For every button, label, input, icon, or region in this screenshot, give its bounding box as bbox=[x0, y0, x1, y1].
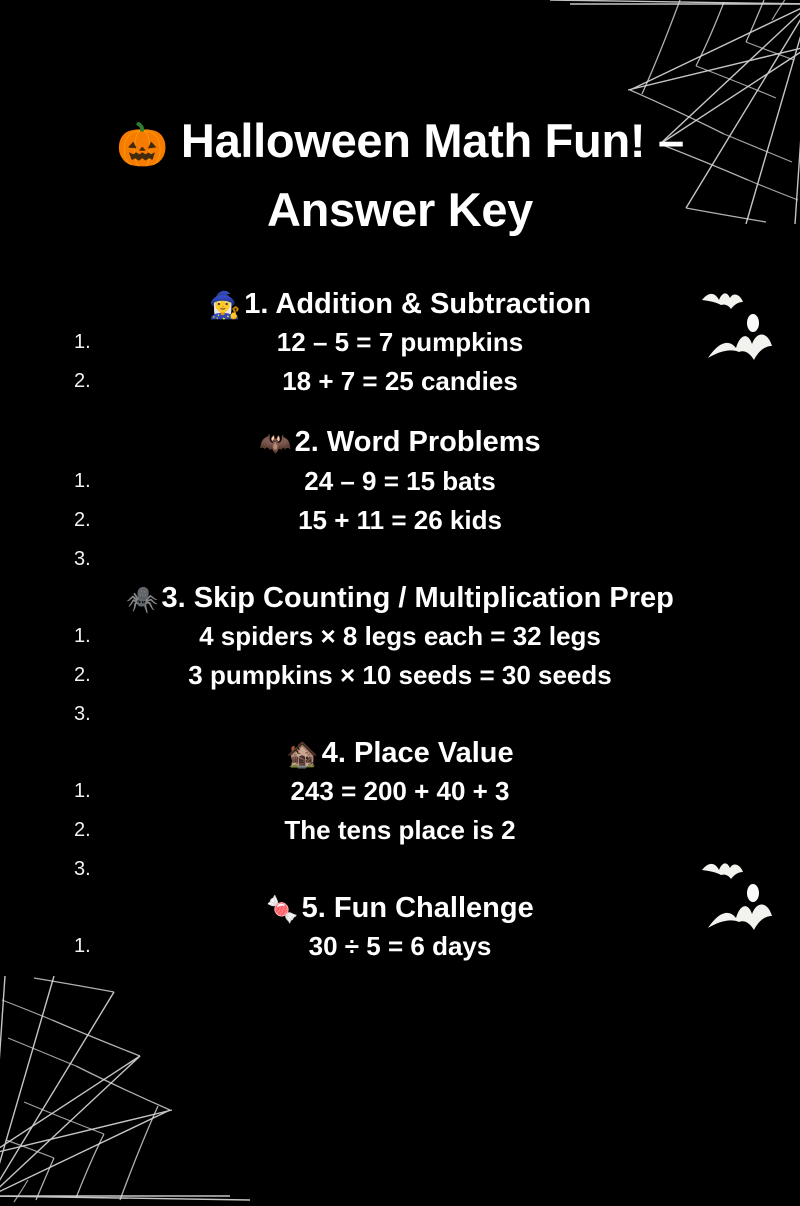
spider-web-bottom-left-icon bbox=[0, 976, 290, 1206]
section-heading-text: 5. Fun Challenge bbox=[301, 892, 534, 925]
answer-item-text: 4 spiders × 8 legs each = 32 legs bbox=[199, 620, 601, 651]
answer-item-marker: 3. bbox=[74, 547, 91, 570]
answer-item bbox=[0, 811, 800, 850]
section-heading bbox=[0, 734, 800, 772]
answer-list bbox=[0, 323, 800, 401]
answer-item-marker: 1. bbox=[74, 780, 91, 803]
section-heading bbox=[0, 579, 800, 617]
section-heading bbox=[0, 889, 800, 927]
answer-item-text: 15 + 11 = 26 kids bbox=[298, 504, 502, 535]
answer-key-sections bbox=[0, 285, 800, 966]
answer-item-marker: 2. bbox=[74, 508, 91, 531]
answer-item-marker: 1. bbox=[74, 624, 91, 647]
candy-icon: 🍬 bbox=[266, 894, 299, 925]
woman-mage-icon: 🧙‍♀️ bbox=[208, 290, 242, 320]
answer-item bbox=[0, 656, 800, 695]
answer-item-text: 24 – 9 = 15 bats bbox=[304, 465, 496, 496]
answer-item-text: 3 pumpkins × 10 seeds = 30 seeds bbox=[188, 659, 612, 690]
answer-list bbox=[0, 462, 800, 579]
answer-item bbox=[0, 695, 800, 734]
section-heading-text: 3. Skip Counting / Multiplication Prep bbox=[161, 581, 674, 614]
answer-section bbox=[0, 285, 800, 423]
answer-item bbox=[0, 617, 800, 656]
section-heading-text: 2. Word Problems bbox=[294, 426, 541, 459]
answer-item bbox=[0, 462, 800, 501]
answer-item bbox=[0, 850, 800, 889]
derelict-house-icon: 🏚️ bbox=[286, 738, 319, 769]
spider-icon: 🕷️ bbox=[126, 583, 159, 614]
answer-item-text: 12 – 5 = 7 pumpkins bbox=[276, 327, 524, 358]
answer-item-marker: 1. bbox=[74, 935, 91, 958]
answer-item-text: 243 = 200 + 40 + 3 bbox=[290, 776, 510, 807]
section-spacer bbox=[0, 401, 800, 423]
jack-o-lantern-icon: 🎃 bbox=[116, 121, 169, 169]
bat-icon: 🦇 bbox=[259, 428, 292, 459]
answer-item bbox=[0, 927, 800, 966]
answer-item-text: 18 + 7 = 25 candies bbox=[282, 366, 518, 397]
answer-item bbox=[0, 323, 800, 362]
answer-item-marker: 3. bbox=[74, 702, 91, 725]
page-title-text: Halloween Math Fun! – Answer Key bbox=[180, 114, 684, 237]
answer-item bbox=[0, 772, 800, 811]
answer-list bbox=[0, 927, 800, 966]
section-heading-text: 1. Addition & Subtraction bbox=[244, 288, 592, 320]
answer-item-marker: 2. bbox=[74, 819, 91, 842]
answer-section bbox=[0, 579, 800, 734]
answer-item-marker: 1. bbox=[74, 331, 91, 354]
section-heading bbox=[0, 285, 800, 323]
answer-item bbox=[0, 540, 800, 579]
answer-item-marker: 1. bbox=[74, 469, 91, 492]
answer-section bbox=[0, 423, 800, 578]
answer-item-text: The tens place is 2 bbox=[284, 815, 516, 846]
answer-item bbox=[0, 362, 800, 401]
answer-list bbox=[0, 617, 800, 734]
section-heading-text: 4. Place Value bbox=[321, 736, 514, 769]
answer-item-marker: 2. bbox=[74, 663, 91, 686]
answer-list bbox=[0, 772, 800, 889]
answer-section bbox=[0, 734, 800, 889]
answer-item-marker: 2. bbox=[74, 370, 91, 393]
answer-item-text: 30 ÷ 5 = 6 days bbox=[308, 931, 492, 962]
answer-item-marker: 3. bbox=[74, 858, 91, 881]
section-heading bbox=[0, 423, 800, 461]
page-title bbox=[50, 107, 750, 244]
answer-section bbox=[0, 889, 800, 966]
answer-item bbox=[0, 501, 800, 540]
